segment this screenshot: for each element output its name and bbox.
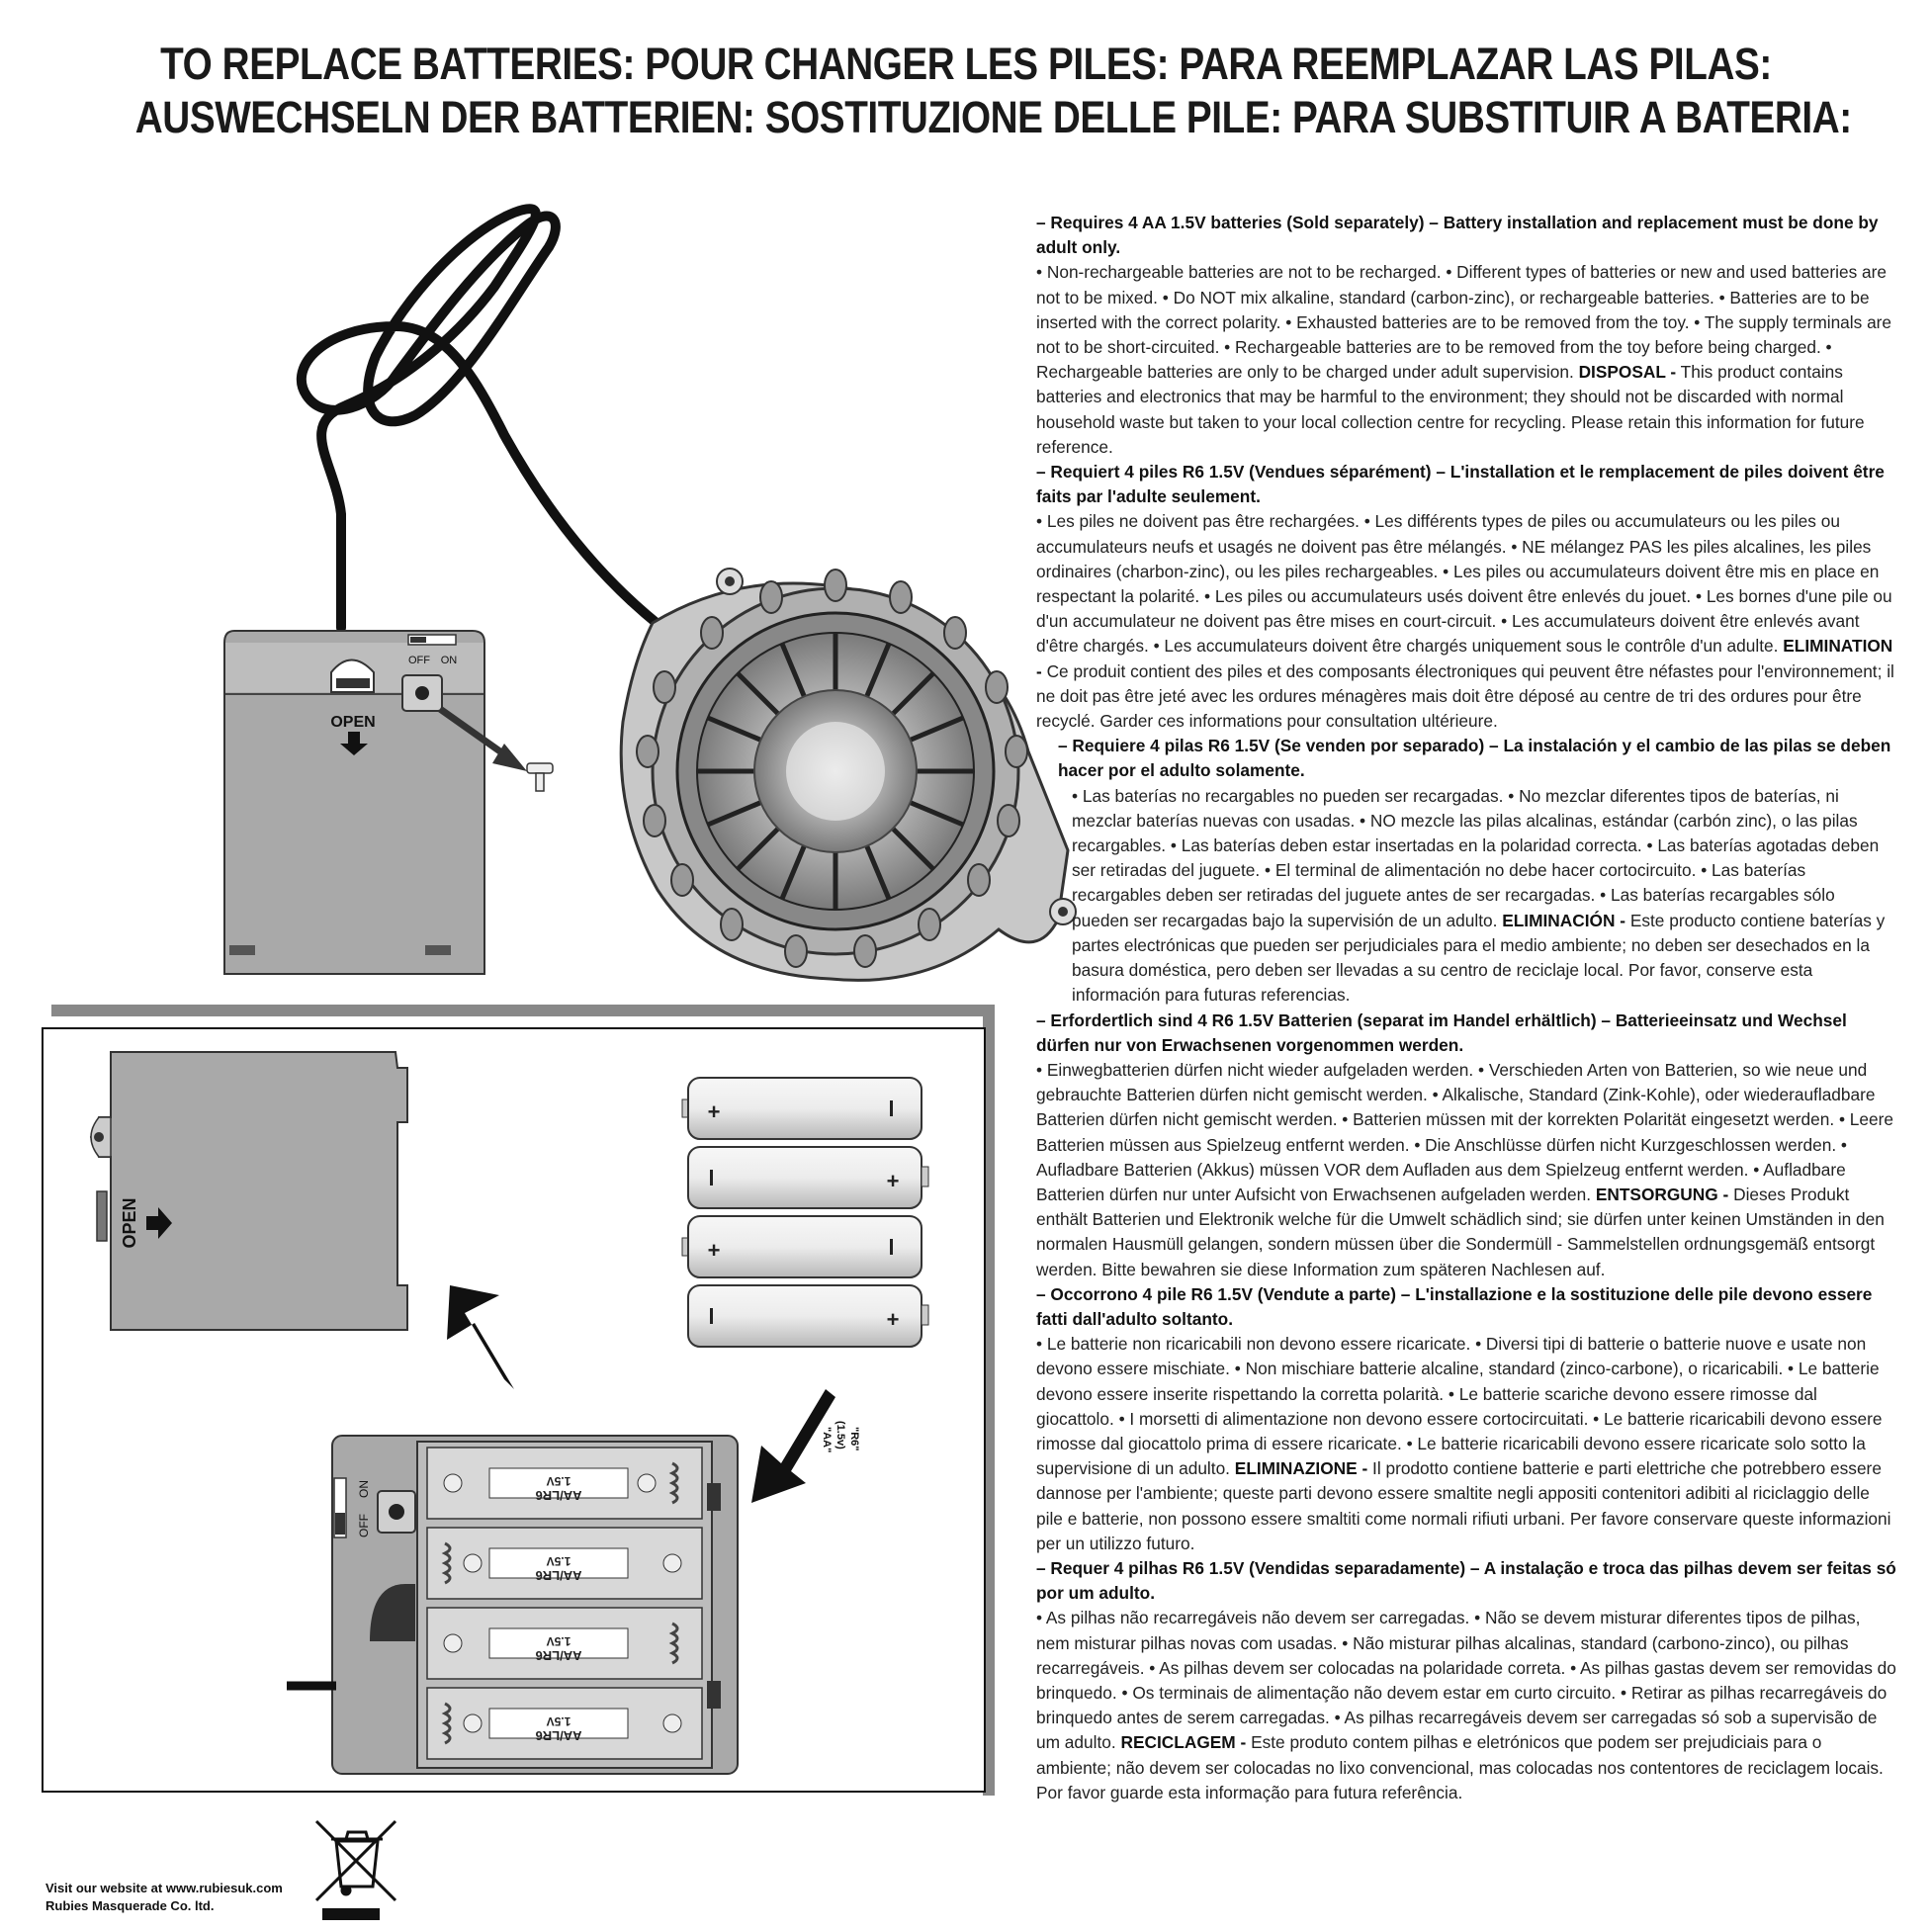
title-line-1: TO REPLACE BATTERIES: POUR CHANGER LES PILES: PARA REEMPLAZAR LAS PILAS:: [160, 39, 1772, 89]
section-german: [1036, 1009, 1896, 1282]
heading-italian: – Occorrono 4 pile R6 1.5V (Vendute a parte) – L'installazione e la sostituzione delle pile devono essere fatti dall'adulto soltanto.: [1036, 1283, 1873, 1329]
heading-spanish: – Requiere 4 pilas R6 1.5V (Se venden por separado) – La instalación y el cambio de las pilas se deben hacer por el adulto solamente.: [1058, 736, 1891, 781]
body-italian: • Le batterie non ricaricabili non devono essere ricaricate. • Diversi tipi di batterie o batterie nuove e usate non devono essere mischiate. • Non mischiare batterie alcaline, standard (zinco-carbone), o ricaricabili. • Le batterie devono essere inserite rispettando la corretta polarità. • Le batterie scariche devono essere rimosse dal giocattolo. • I morsetti di alimentazione non devono essere cortocircuitati. • Le batterie ricaricabili devono essere rimosse dal giocattolo prima di essere ricaricate. • Le batterie ricaricabili devono essere ricaricate solo sotto la supervisione di un adulto. ELIMINAZIONE - Il prodotto contiene batterie e parti elettriche che potrebbero essere dannose per l'ambiente; queste parti devono essere smaltite negli appositi contenitori adibiti al riciclaggio delle pile e batterie, non possono essere smaltiti come normali rifiuti urbani. Per favore conservare queste informazioni per un utilizzo futuro.: [1036, 1334, 1891, 1553]
box-on-label: ON: [440, 655, 458, 666]
battery-replacement-diagram: [43, 1005, 995, 1796]
aa-battery-4: [688, 1285, 928, 1347]
lid-open-label: OPEN: [120, 1197, 139, 1249]
footer-company: Rubies Masquerade Co. ltd.: [45, 1898, 215, 1913]
heading-english: – Requires 4 AA 1.5V batteries (Sold separately) – Battery installation and replacement must be done by adult only.: [1036, 213, 1879, 258]
battery-box-front: [224, 631, 553, 974]
battery-slot-1: [427, 1448, 702, 1519]
footer-website: Visit our website at www.rubiesuk.com: [45, 1881, 283, 1895]
battery-slot-3: [427, 1608, 702, 1679]
svg-text:AA/LR6: AA/LR6: [535, 1568, 582, 1583]
svg-text:(1.5v): (1.5v): [834, 1421, 846, 1449]
title-line-2: AUSWECHSELN DER BATTERIEN: SOSTITUZIONE DELLE PILE: PARA SUBSTITUIR A BATERIA:: [134, 92, 1852, 142]
body-english: • Non-rechargeable batteries are not to be recharged. • Different types of batteries or new and used batteries are not to be mixed. • Do NOT mix alkaline, standard (carbon-zinc), or rechargeable batteries. • Batteries are to be inserted with the correct polarity. • Exhausted batteries are to be removed from the toy. • The supply terminals are not to be short-circuited. • Rechargeable batteries are to be removed from the toy before being charged. • Rechargeable batteries are only to be charged under adult supervision. DISPOSAL - This product contains batteries and electronics that may be harmful to the environment; they should not be discarded with normal household waste but taken to your local collection centre for recycling. Please retain this information for future reference.: [1036, 262, 1892, 457]
box-off-label: OFF: [408, 655, 430, 666]
svg-text:"AA": "AA": [821, 1427, 833, 1453]
svg-text:AA/LR6: AA/LR6: [535, 1648, 582, 1663]
section-portuguese: [1036, 1556, 1896, 1805]
aa-battery-1: [682, 1078, 922, 1139]
battery-slot-2: [427, 1528, 702, 1599]
heading-german: – Erfordertlich sind 4 R6 1.5V Batterien (separat im Handel erhältlich) – Batterieeinsatz und Wechsel dürfen nur von Erwachsenen vorgenommen werden.: [1036, 1010, 1847, 1055]
svg-text:+: +: [886, 1169, 900, 1193]
section-spanish: [1036, 734, 1896, 1008]
battery-box-open: [287, 1436, 738, 1774]
section-french: [1036, 460, 1896, 734]
battery-slot-4: [427, 1688, 702, 1759]
svg-text:1.5V: 1.5V: [546, 1474, 571, 1488]
footer: [45, 1880, 283, 1915]
weee-bin-icon: [316, 1821, 395, 1920]
svg-text:1.5V: 1.5V: [546, 1714, 571, 1728]
battery-lid: [91, 1052, 407, 1330]
body-german: • Einwegbatterien dürfen nicht wieder aufgeladen werden. • Verschieden Arten von Batterien, so wie neue und gebrauchte Batterien dürfen nicht gemischt werden. • Alkalische, Standard (Zink-Kohle), oder wiederaufladbare Batterien dürfen nicht gemischt werden. • Batterien müssen mit der korrekten Polarität eingesetzt werden. • Leere Batterien müssen aus Spielzeug entfernt werden. • Die Anschlüsse dürfen nicht Kurzgeschlossen werden. • Aufladbare Batterien (Akkus) müssen VOR dem Aufladen aus dem Spielzeug entfernt werden. • Aufladbare Batterien dürfen nur unter Aufsicht von Erwachsenen aufgeladen werden. ENTSORGUNG - Dieses Produkt enthält Batterien und Elektronik welche für die Umwelt schädlich sind; sie dürfen unter keinen Umständen in den normalen Hausmüll gelangen, sondern müssen über die Sondermüll - Sammelstellen ordnungsgemäß entsorgt werden. Bitte bewahren sie diese Information zum späteren Nachlesen auf.: [1036, 1059, 1893, 1279]
instructions-column: [1036, 211, 1896, 1805]
heading-french: – Requiert 4 piles R6 1.5V (Vendues séparément) – L'installation et le remplacement de piles doivent être faits par l'adulte seulement.: [1036, 462, 1885, 507]
svg-text:AA/LR6: AA/LR6: [535, 1728, 582, 1743]
aa-battery-2: [688, 1147, 928, 1208]
body-french: • Les piles ne doivent pas être rechargées. • Les différents types de piles ou accumulateurs ou les piles ou accumulateurs neufs et usagés ne doivent pas être mélangés. • NE mélangez PAS les piles alcalines, les piles ordinaires (charbon-zinc), ou les piles rechargeables. • Les piles ou accumulateurs doivent être mis en place en respectant la polarité. • Les piles ou accumulateurs usés doivent être enlevés du jouet. • Les bornes d'une pile ou d'un accumulateur ne doivent pas être mises en court-circuit. • Les accumulateurs doivent être enlevés avant d'être chargés. • Les accumulateurs doivent être chargés uniquement sous le contrôle d'un adulte. ELIMINATION - Ce produit contient des piles et des composants électroniques qui peuvent être néfastes pour l'environnement; il ne doit pas être jeté avec les ordures ménagères mais doit être déposé au centre de tri des ordures pour être recyclé. Garder ces informations pour consultation ultérieure.: [1036, 511, 1894, 732]
svg-text:1.5V: 1.5V: [546, 1554, 571, 1568]
power-cable: [302, 209, 682, 643]
svg-text:+: +: [707, 1099, 721, 1124]
section-english: [1036, 211, 1896, 460]
svg-text:1.5V: 1.5V: [546, 1634, 571, 1648]
section-italian: [1036, 1282, 1896, 1556]
aa-battery-3: [682, 1216, 922, 1277]
body-portuguese: • As pilhas não recarregáveis não devem ser carregadas. • Não se devem misturar diferentes tipos de pilhas, nem misturar pilhas novas com usadas. • Não misturar pilhas alcalinas, standard (carbono-zinco), ou pilhas recarregáveis. • As pilhas devem ser colocadas na polaridade correta. • As pilhas gastas devem ser removidas do brinquedo. • Os terminais de alimentação não devem estar em curto circuito. • Retirar as pilhas recarregáveis do brinquedo antes de serem carregadas. • As pilhas recarregáveis devem ser carregadas só sob a supervisão de um adulto. RECICLAGEM - Este produto contem pilhas e eletrónicos que podem ser prejudiciais para o ambiente; não devem ser colocadas no lixo convencional, mas colocadas nos contentores de reciclagem locais. Por favor guarde esta informação para futura referência.: [1036, 1608, 1896, 1802]
open-box-on-label: ON: [357, 1480, 371, 1498]
body-spanish: • Las baterías no recargables no pueden ser recargadas. • No mezclar diferentes tipos de baterías, ni mezclar baterías nuevas con usadas. • NO mezcle las pilas alcalinas, estándar (carbón zinc), o las pilas recargables. • Las baterías deben estar insertadas en la polaridad correcta. • Las baterías agotadas deben ser retiradas del juguete. • El terminal de alimentación no debe hacer cortocircuito. • Las baterías recargables deben ser retiradas del juguete antes de ser recargadas. • Las baterías recargables sólo pueden ser recargadas bajo la supervisión de un adulto. ELIMINACIÓN - Este producto contiene baterías y partes electrónicas que pueden ser perjudiciales para el medio ambiente; no deben ser desechados en la basura doméstica, pero deben ser llevadas a su centro de reciclaje local. Por favor, conserve esta información para futuras referencias.: [1072, 785, 1886, 1006]
svg-text:"R6": "R6": [848, 1427, 860, 1451]
heading-portuguese: – Requer 4 pilhas R6 1.5V (Vendidas separadamente) – A instalação e troca das pilhas devem ser feitas só por um adulto.: [1036, 1557, 1896, 1604]
screw-icon: [527, 763, 553, 791]
open-box-off-label: OFF: [357, 1514, 371, 1537]
svg-text:+: +: [707, 1238, 721, 1263]
svg-text:AA/LR6: AA/LR6: [535, 1488, 582, 1503]
svg-text:+: +: [886, 1307, 900, 1332]
fan-blower: [621, 569, 1076, 980]
box-open-label: OPEN: [330, 714, 376, 731]
